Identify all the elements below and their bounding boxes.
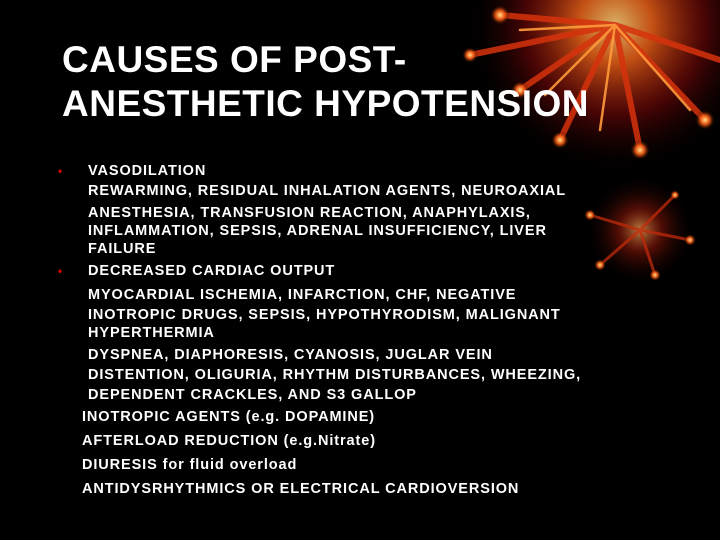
treatment-line: AFTERLOAD REDUCTION (e.g.Nitrate)	[82, 433, 376, 449]
item-detail-line: ANESTHESIA, TRANSFUSION REACTION, ANAPHYLAXIS,	[88, 205, 531, 221]
item-detail-line: DYSPNEA, DIAPHORESIS, CYANOSIS, JUGLAR VEIN	[88, 347, 493, 363]
item-detail-line: HYPERTHERMIA	[88, 325, 215, 341]
item-detail-line: INFLAMMATION, SEPSIS, ADRENAL INSUFFICIENCY, LIVER	[88, 223, 547, 239]
item-heading-vasodilation: VASODILATION	[88, 163, 207, 179]
treatment-line: ANTIDYSRHYTHMICS OR ELECTRICAL CARDIOVERSION	[82, 481, 520, 497]
treatment-line: INOTROPIC AGENTS (e.g. DOPAMINE)	[82, 409, 376, 425]
item-detail-line: REWARMING, RESIDUAL INHALATION AGENTS, NEUROAXIAL	[88, 183, 567, 199]
bullet-icon: •	[58, 264, 64, 278]
item-heading-decreased-cardiac-output: DECREASED CARDIAC OUTPUT	[88, 263, 336, 279]
item-detail-line: FAILURE	[88, 241, 157, 257]
title-line-2: ANESTHETIC HYPOTENSION	[62, 83, 589, 124]
item-detail-line: DISTENTION, OLIGURIA, RHYTHM DISTURBANCES, WHEEZING,	[88, 367, 582, 383]
item-detail-line: DEPENDENT CRACKLES, AND S3 GALLOP	[88, 387, 417, 403]
item-detail-line: INOTROPIC DRUGS, SEPSIS, HYPOTHYRODISM, MALIGNANT	[88, 307, 561, 323]
item-detail-line: MYOCARDIAL ISCHEMIA, INFARCTION, CHF, NEGATIVE	[88, 287, 517, 303]
title-line-1: CAUSES OF POST-	[62, 39, 407, 80]
treatment-line: DIURESIS for fluid overload	[82, 457, 298, 473]
bullet-icon: •	[58, 164, 64, 178]
